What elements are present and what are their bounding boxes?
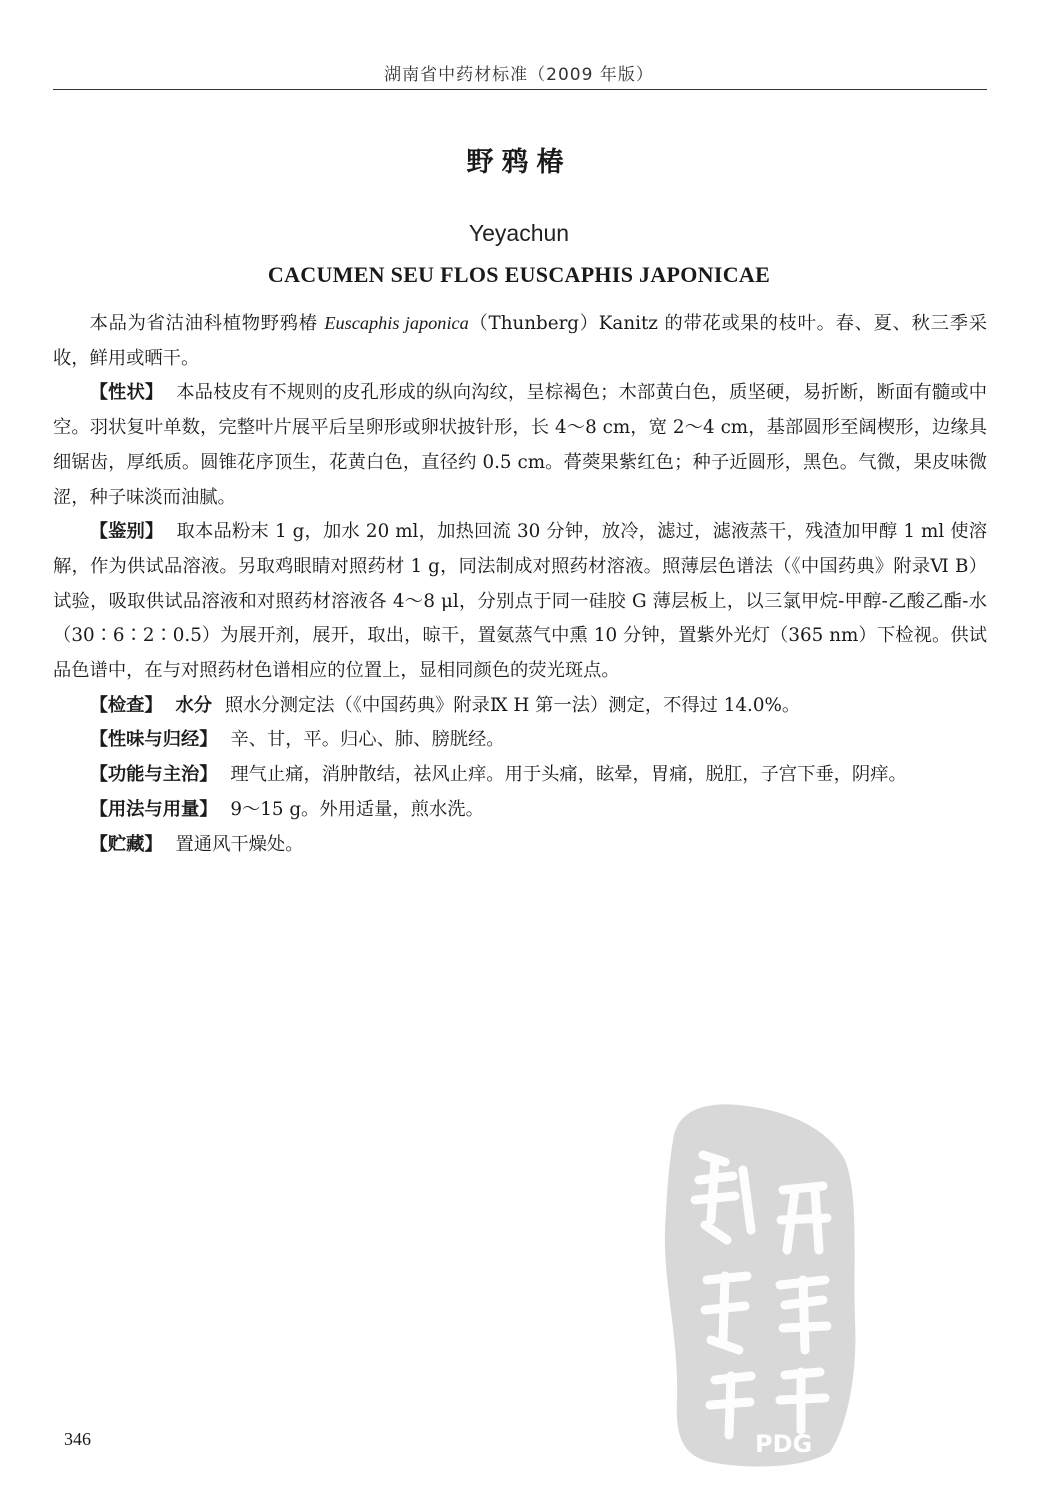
intro-paragraph bbox=[53, 306, 987, 376]
seal-stone bbox=[665, 1104, 856, 1466]
section-label: 【检查】 bbox=[89, 694, 163, 716]
intro-text-before: 本品为省沽油科植物野鸦椿 bbox=[89, 313, 325, 334]
section-gongneng bbox=[53, 758, 987, 793]
section-jiancha bbox=[53, 689, 987, 724]
entry-title: 野鸦椿 bbox=[466, 147, 572, 178]
section-label: 【贮藏】 bbox=[89, 833, 163, 855]
intro-text-after: （Thunberg）Kanitz 的带花或果的枝叶。春、夏、秋三季采收，鲜用或晒干。 bbox=[53, 313, 987, 369]
entry-body bbox=[53, 306, 987, 862]
running-header: 湖南省中药材标准（2009 年版） bbox=[384, 65, 654, 85]
section-text: 辛、甘，平。归心、肺、膀胱经。 bbox=[230, 729, 505, 751]
entry-latin-name: CACUMEN SEU FLOS EUSCAPHIS JAPONICAE bbox=[267, 262, 771, 287]
library-seal-watermark bbox=[655, 1100, 860, 1470]
section-label: 【鉴别】 bbox=[89, 521, 164, 543]
section-text: 取本品粉末 1 g，加水 20 ml，加热回流 30 分钟，放冷，滤过，滤液蒸干，残渣加甲醇 1 ml 使溶解，作为供试品溶液。另取鸡眼睛对照药材 1 g，同法制成对照药材溶液。照薄层色谱法（《中国药典》附录Ⅵ B）试验，吸取供试品溶液和对照药材溶液各 4～8 μl，分别点于同一硅胶 G 薄层板上，以三氯甲烷-甲醇-乙酸乙酯-水（30∶6∶2∶0.5）为展开剂，展开，取出，晾干，置氨蒸气中熏 10 分钟，置紫外光灯（365 nm）下检视。供试品色谱中，在与对照药材色谱相应的位置上，显相同颜色的荧光斑点。 bbox=[53, 521, 988, 682]
section-jianbie bbox=[53, 515, 987, 689]
section-label: 【用法与用量】 bbox=[89, 798, 218, 820]
section-label: 【功能与主治】 bbox=[89, 764, 218, 786]
entry-pinyin: Yeyachun bbox=[468, 220, 570, 246]
section-xingwei bbox=[53, 723, 987, 758]
section-yongfa bbox=[53, 793, 987, 828]
page-number: 346 bbox=[64, 1429, 91, 1449]
section-zhucang bbox=[53, 828, 987, 863]
section-text: 9～15 g。外用适量，煎水洗。 bbox=[230, 798, 484, 820]
species-name: Euscaphis japonica bbox=[324, 313, 469, 333]
section-text: 理气止痛，消肿散结，祛风止痒。用于头痛，眩晕，胃痛，脱肛，子宫下垂，阴痒。 bbox=[230, 764, 907, 786]
section-label: 【性味与归经】 bbox=[89, 729, 218, 751]
section-text: 照水分测定法（《中国药典》附录Ⅸ H 第一法）测定，不得过 14.0%。 bbox=[224, 694, 801, 716]
seal-mark-text: PDG bbox=[755, 1430, 813, 1458]
header-rule bbox=[53, 89, 987, 90]
section-label: 【性状】 bbox=[89, 382, 164, 404]
section-xingzhuang bbox=[53, 376, 987, 515]
section-text: 置通风干燥处。 bbox=[175, 833, 304, 855]
section-sub-label: 水分 bbox=[175, 694, 213, 716]
section-text: 本品枝皮有不规则的皮孔形成的纵向沟纹，呈棕褐色；木部黄白色，质坚硬，易折断，断面有髓或中空。羽状复叶单数，完整叶片展平后呈卵形或卵状披针形，长 4～8 cm，宽 2～4 cm，基部圆形至阔楔形，边缘具细锯齿，厚纸质。圆锥花序顶生，花黄白色，直径约 0.5 cm。蓇葖果紫红色；种子近圆形，黑色。气微，果皮味微涩，种子味淡而油腻。 bbox=[53, 382, 987, 508]
